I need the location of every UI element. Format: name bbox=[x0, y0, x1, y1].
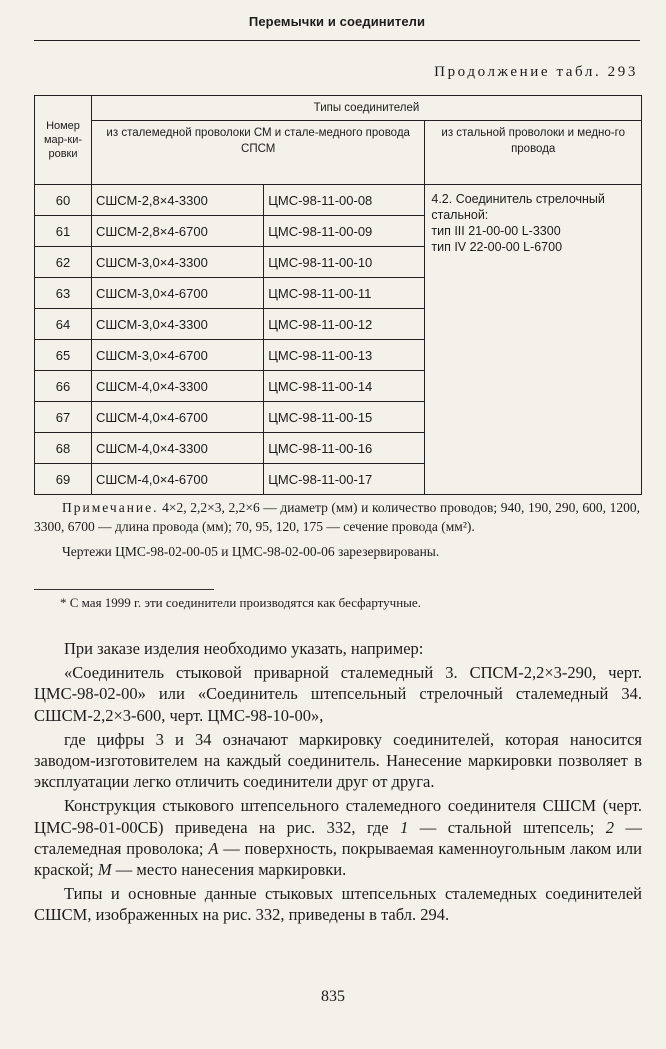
steel-entry-line3: тип IV 22-00-00 L-6700 bbox=[431, 240, 563, 254]
row-drawing: ЦМС-98-11-00-17 bbox=[264, 464, 425, 495]
row-number: 68 bbox=[35, 433, 92, 464]
row-number: 63 bbox=[35, 278, 92, 309]
row-number: 62 bbox=[35, 247, 92, 278]
table-header-row bbox=[35, 96, 642, 121]
table-subheader-row bbox=[35, 121, 642, 185]
note-text: 4×2, 2,2×3, 2,2×6 — диаметр (мм) и количество проводов; 940, 190, 290, 600, 1200, 3300, 6700 — длина провода (мм); 70, 95, 120, 175 — сечение провода (мм²). bbox=[34, 500, 641, 534]
row-marking: СШСМ-2,8×4-6700 bbox=[92, 216, 264, 247]
header-types-col: Типы соединителей bbox=[92, 96, 642, 121]
row-marking: СШСМ-3,0×4-3300 bbox=[92, 309, 264, 340]
table-row bbox=[35, 185, 642, 216]
row-number: 61 bbox=[35, 216, 92, 247]
header-copper-col: из сталемедной проволоки СМ и стале-медного провода СПСМ bbox=[92, 121, 425, 185]
footnote-rule bbox=[34, 589, 214, 590]
steel-entry-line2: тип III 21-00-00 L-3300 bbox=[431, 224, 561, 238]
paragraph-construction: Конструкция стыкового штепсельного сталемедного соединителя СШСМ (черт. ЦМС-98-01-00СБ) приведена на рис. 332, где 1 — стальной штепсель; 2 — сталемедная проволока; А — поверхность, покрываемая каменноугольным лаком или краской; М — место нанесения маркировки. bbox=[34, 796, 643, 880]
row-number: 67 bbox=[35, 402, 92, 433]
row-drawing: ЦМС-98-11-00-16 bbox=[264, 433, 425, 464]
connectors-table bbox=[34, 95, 642, 495]
paragraph-marking: где цифры 3 и 34 означают маркировку соединителей, которая наносится заводом-изготовителем на каждый соединитель. Нанесение маркировки позволяет в эксплуатации легко отличить соединители друг от друга. bbox=[34, 729, 642, 792]
row-marking: СШСМ-4,0×4-6700 bbox=[92, 402, 264, 433]
steel-entry-line1: 4.2. Соединитель стрелочный стальной: bbox=[431, 192, 605, 222]
row-drawing: ЦМС-98-11-00-14 bbox=[264, 371, 425, 402]
header-rule bbox=[34, 40, 640, 41]
header-number-col: Номер мар-ки-ровки bbox=[35, 96, 92, 185]
row-drawing: ЦМС-98-11-00-08 bbox=[264, 185, 425, 216]
row-drawing: ЦМС-98-11-00-11 bbox=[264, 278, 425, 309]
row-drawing: ЦМС-98-11-00-10 bbox=[264, 247, 425, 278]
paragraph-order: При заказе изделия необходимо указать, например: bbox=[64, 639, 424, 658]
row-number: 66 bbox=[35, 371, 92, 402]
steel-connector-cell bbox=[425, 185, 642, 495]
header-steel-col: из стальной проволоки и медно-го провода bbox=[425, 121, 642, 185]
paragraph-types: Типы и основные данные стыковых штепсельных сталемедных соединителей СШСМ, изображенных на рис. 332, приведены в табл. 294. bbox=[34, 884, 642, 925]
row-marking: СШСМ-2,8×4-3300 bbox=[92, 185, 264, 216]
row-drawing: ЦМС-98-11-00-12 bbox=[264, 309, 425, 340]
body-text bbox=[34, 638, 642, 926]
paragraph-example: «Соединитель стыковой приварной сталемедный 3. СПСМ-2,2×3-290, черт. ЦМС-98-02-00» или «Соединитель штепсельный стрелочный сталемедный 34. СШСМ-2,2×3-600, черт. ЦМС-98-10-00», bbox=[34, 663, 642, 725]
row-marking: СШСМ-3,0×4-6700 bbox=[92, 340, 264, 371]
row-drawing: ЦМС-98-11-00-09 bbox=[264, 216, 425, 247]
note-label: Примечание. bbox=[62, 500, 159, 515]
row-number: 64 bbox=[35, 309, 92, 340]
row-number: 69 bbox=[35, 464, 92, 495]
row-number: 65 bbox=[35, 340, 92, 371]
row-marking: СШСМ-3,0×4-6700 bbox=[92, 278, 264, 309]
row-marking: СШСМ-3,0×4-3300 bbox=[92, 247, 264, 278]
table-body bbox=[35, 185, 642, 495]
footnote: * С мая 1999 г. эти соединители производятся как бесфартучные. bbox=[60, 595, 421, 610]
note-block bbox=[34, 498, 640, 561]
page-number: 835 bbox=[321, 988, 345, 1005]
row-number: 60 bbox=[35, 185, 92, 216]
row-marking: СШСМ-4,0×4-3300 bbox=[92, 371, 264, 402]
running-header: Перемычки и соединители bbox=[248, 14, 426, 29]
row-marking: СШСМ-4,0×4-6700 bbox=[92, 464, 264, 495]
table-caption: Продолжение табл. 293 bbox=[434, 64, 638, 80]
row-drawing: ЦМС-98-11-00-15 bbox=[264, 402, 425, 433]
row-marking: СШСМ-4,0×4-3300 bbox=[92, 433, 264, 464]
row-drawing: ЦМС-98-11-00-13 bbox=[264, 340, 425, 371]
note-reserved: Чертежи ЦМС-98-02-00-05 и ЦМС-98-02-00-06 зарезервированы. bbox=[62, 544, 440, 559]
